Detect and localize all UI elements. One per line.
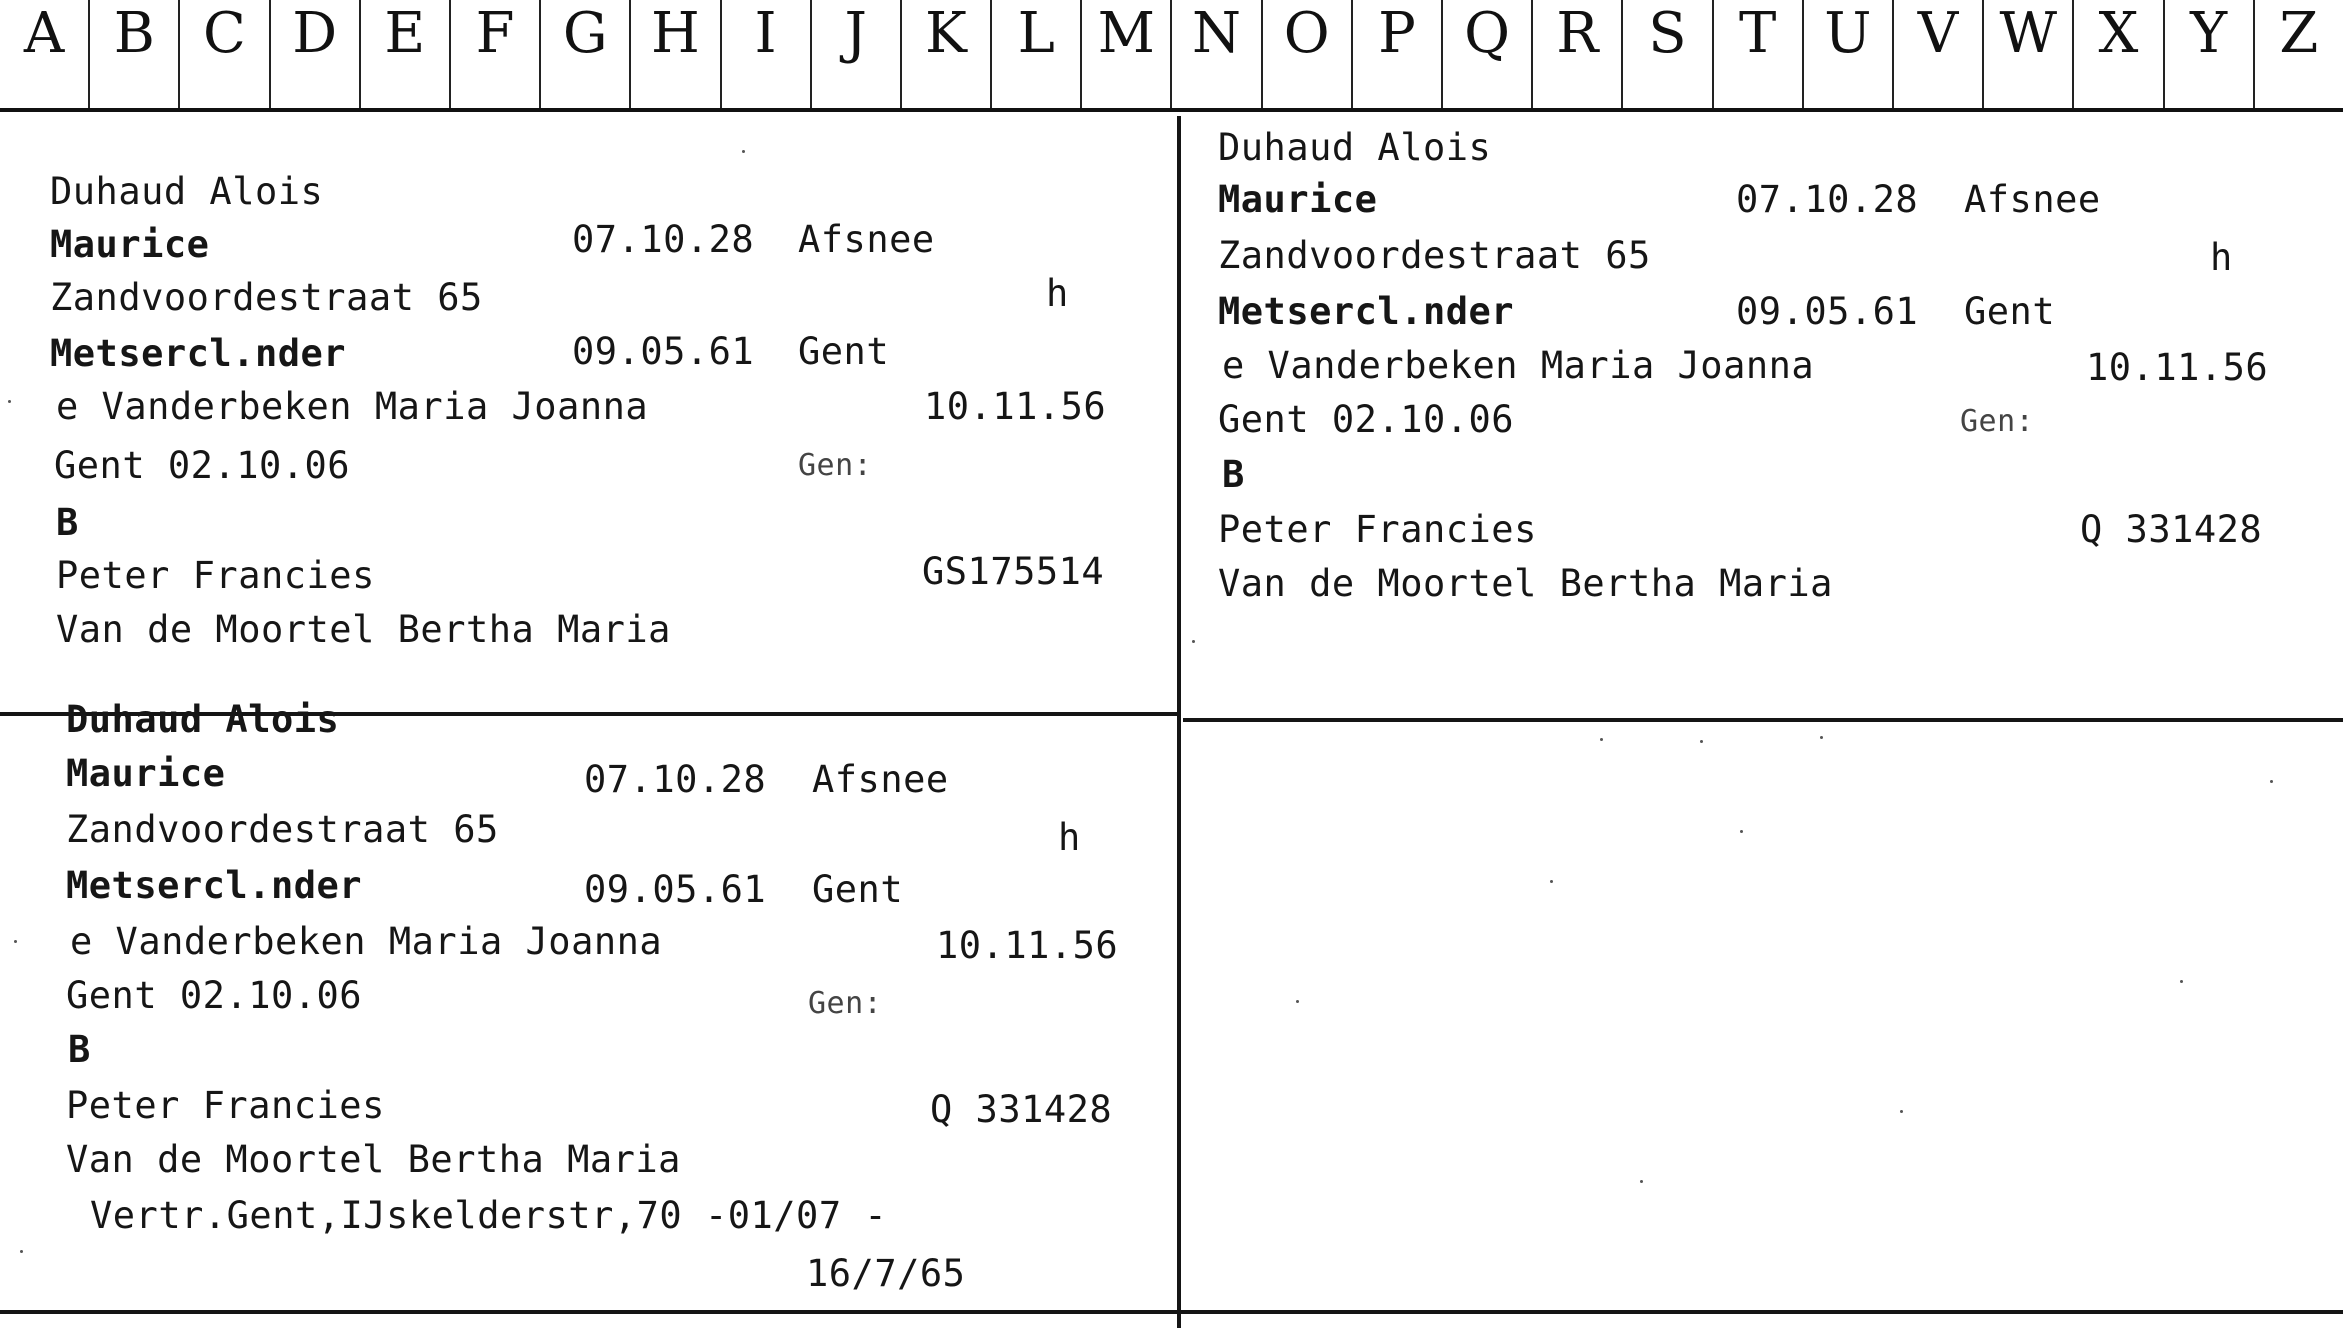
first-name: Maurice [50,223,210,266]
occupation: Metsercl.nder [50,332,347,375]
alphabet-letter: Y [2190,1,2228,66]
alphabet-tab-m [1082,0,1172,108]
alphabet-tab-b [90,0,180,108]
alphabet-tab-z [2255,0,2343,108]
card-number: GS175514 [922,550,1105,593]
mark: B [1222,453,1245,496]
marriage-date: 09.05.61 [572,330,755,373]
mark: B [68,1028,91,1071]
spouse-birth-place: Gent 02.10.06 [66,974,363,1017]
alphabet-letter: X [2098,1,2139,66]
alphabet-letter: F [475,1,515,66]
marriage-date: 09.05.61 [1736,290,1919,333]
spouse-birth-place: Gent 02.10.06 [54,444,351,487]
alphabet-tab-f [451,0,541,108]
alphabet-tab-t [1714,0,1804,108]
alphabet-letter: T [1738,1,1777,66]
alphabet-letter: C [203,1,246,66]
spouse-extra: Gen: [808,986,883,1021]
first-name: Maurice [1218,178,1378,221]
father: Peter Francies [66,1084,385,1127]
alphabet-letter: J [844,1,867,66]
mark: B [56,501,79,544]
divider-bottom [0,1310,2343,1314]
alphabet-tab-d [271,0,361,108]
alphabet-tab-x [2074,0,2164,108]
occupation: Metsercl.nder [66,864,363,907]
alphabet-tab-r [1533,0,1623,108]
alphabet-tab-w [1984,0,2074,108]
card-number: Q 331428 [2080,508,2263,551]
surname-line: Duhaud Alois [66,698,340,741]
birth-place: Afsnee [812,758,949,801]
first-name: Maurice [66,752,226,795]
alphabet-letter: D [292,1,338,66]
spouse-birth-date: 10.11.56 [936,924,1119,967]
alphabet-tab-l [992,0,1082,108]
spouse-extra: Gen: [798,448,873,483]
alphabet-tab-s [1623,0,1713,108]
alphabet-letter: G [562,1,608,66]
card-number: Q 331428 [930,1088,1113,1131]
alphabet-letter: R [1556,1,1599,66]
alphabet-letter: E [384,1,426,66]
alphabet-tab-h [631,0,721,108]
marriage-place: Gent [798,330,890,373]
alphabet-letter: A [23,1,65,66]
spouse-birth-place: Gent 02.10.06 [1218,398,1515,441]
marriage-date: 09.05.61 [584,868,767,911]
mother: Van de Moortel Bertha Maria [66,1138,681,1181]
alphabet-letter: W [1999,1,2057,66]
surname-line: Duhaud Alois [1218,126,1492,169]
birth-place: Afsnee [1964,178,2101,221]
alphabet-index-strip [0,0,2343,112]
spouse: e Vanderbeken Maria Joanna [1222,344,1815,387]
birth-date: 07.10.28 [584,758,767,801]
alphabet-letter: H [650,1,700,66]
alphabet-letter: Q [1464,1,1511,66]
surname-line: Duhaud Alois [50,170,324,213]
alphabet-letter: L [1017,1,1055,66]
alphabet-letter: I [754,1,777,66]
divider-vertical [1177,116,1181,1328]
alphabet-tab-a [0,0,90,108]
alphabet-letter: S [1648,1,1687,66]
alphabet-letter: P [1378,1,1416,66]
status-letter: h [1046,272,1069,315]
birth-date: 07.10.28 [1736,178,1919,221]
alphabet-letter: M [1097,1,1156,66]
alphabet-tab-g [541,0,631,108]
alphabet-tab-v [1894,0,1984,108]
alphabet-letter: K [925,1,967,66]
alphabet-tab-y [2165,0,2255,108]
alphabet-letter: V [1917,1,1959,66]
marriage-place: Gent [812,868,904,911]
alphabet-letter: B [113,1,155,66]
marriage-place: Gent [1964,290,2056,333]
alphabet-tab-e [361,0,451,108]
occupation: Metsercl.nder [1218,290,1515,333]
alphabet-letter: Z [2279,1,2319,66]
alphabet-tab-p [1353,0,1443,108]
alphabet-tab-q [1443,0,1533,108]
departure-date: 16/7/65 [806,1252,966,1295]
alphabet-tab-u [1804,0,1894,108]
birth-date: 07.10.28 [572,218,755,261]
divider-top-right-bottom [1183,718,2343,722]
alphabet-letter: U [1824,1,1872,66]
street: Zandvoordestraat 65 [1218,234,1651,277]
father: Peter Francies [56,554,375,597]
street: Zandvoordestraat 65 [66,808,499,851]
alphabet-letter: N [1192,1,1242,66]
mother: Van de Moortel Bertha Maria [1218,562,1833,605]
spouse-extra: Gen: [1960,404,2035,439]
alphabet-tab-i [722,0,812,108]
spouse-birth-date: 10.11.56 [2086,346,2269,389]
spouse: e Vanderbeken Maria Joanna [70,920,663,963]
father: Peter Francies [1218,508,1537,551]
street: Zandvoordestraat 65 [50,276,483,319]
spouse-birth-date: 10.11.56 [924,385,1107,428]
alphabet-tab-j [812,0,902,108]
status-letter: h [2210,236,2233,279]
alphabet-tab-o [1263,0,1353,108]
alphabet-letter: O [1283,1,1330,66]
alphabet-tab-c [180,0,270,108]
birth-place: Afsnee [798,218,935,261]
alphabet-tab-n [1172,0,1262,108]
spouse: e Vanderbeken Maria Joanna [56,385,649,428]
status-letter: h [1058,816,1081,859]
departure-note: Vertr.Gent,IJskelderstr,70 -01/07 - [90,1194,888,1237]
mother: Van de Moortel Bertha Maria [56,608,671,651]
alphabet-tab-k [902,0,992,108]
